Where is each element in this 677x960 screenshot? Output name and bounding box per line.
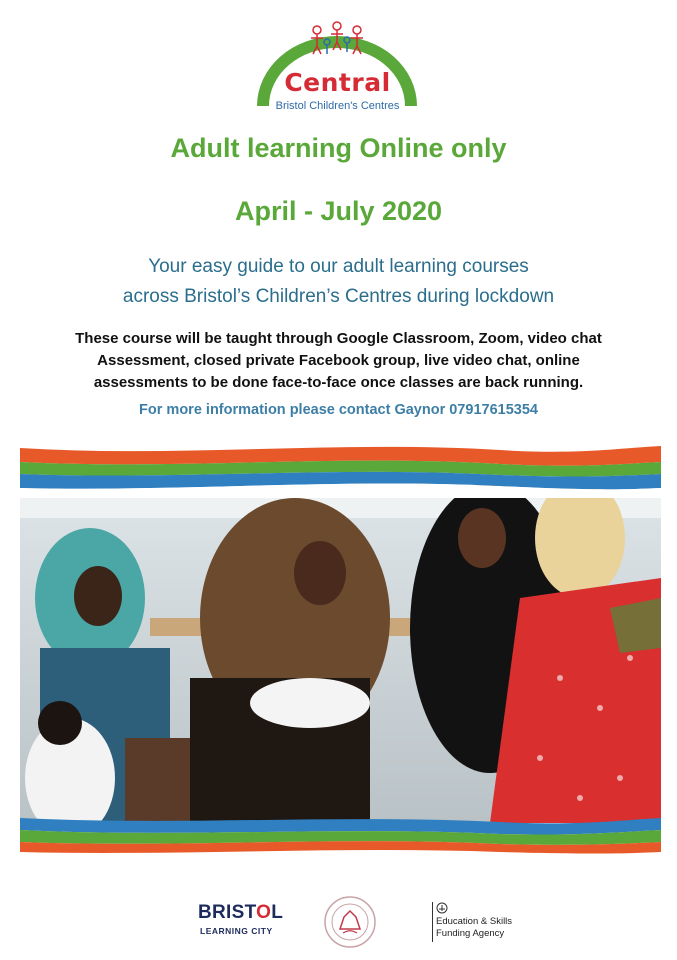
contact-info: For more information please contact Gaynor 07917615354 — [139, 402, 538, 418]
wave-banner-bottom — [20, 808, 661, 860]
bristol-learning-city-logo — [198, 902, 284, 942]
logo-subtitle: Bristol Children's Centres — [275, 100, 400, 112]
wave-banner-top — [20, 440, 661, 498]
central-logo — [245, 18, 430, 118]
date-range: April - July 2020 — [234, 196, 443, 226]
crest-icon — [436, 902, 448, 914]
esfa-logo — [428, 902, 538, 942]
bristol-city-council-seal-icon — [323, 895, 377, 949]
group-photo — [20, 478, 661, 823]
learning-city-label: LEARNING CITY — [200, 926, 273, 936]
esfa-line-2: Funding Agency — [436, 928, 505, 939]
body-line-1: These course will be taught through Google Classroom, Zoom, video chat — [75, 330, 602, 347]
page-title: Adult learning Online only — [170, 133, 507, 163]
esfa-line-1: Education & Skills — [436, 916, 513, 927]
body-line-3: assessments to be done face-to-face once classes are back running. — [93, 374, 584, 391]
bristol-wordmark: BRISTOL — [198, 902, 284, 923]
body-line-2: Assessment, closed private Facebook group, live video chat, online — [97, 352, 580, 369]
subtitle-line-2: across Bristol’s Children’s Centres during lockdown — [122, 286, 555, 307]
subtitle-line-1: Your easy guide to our adult learning courses — [148, 256, 529, 277]
logo-name: Central — [284, 68, 391, 97]
